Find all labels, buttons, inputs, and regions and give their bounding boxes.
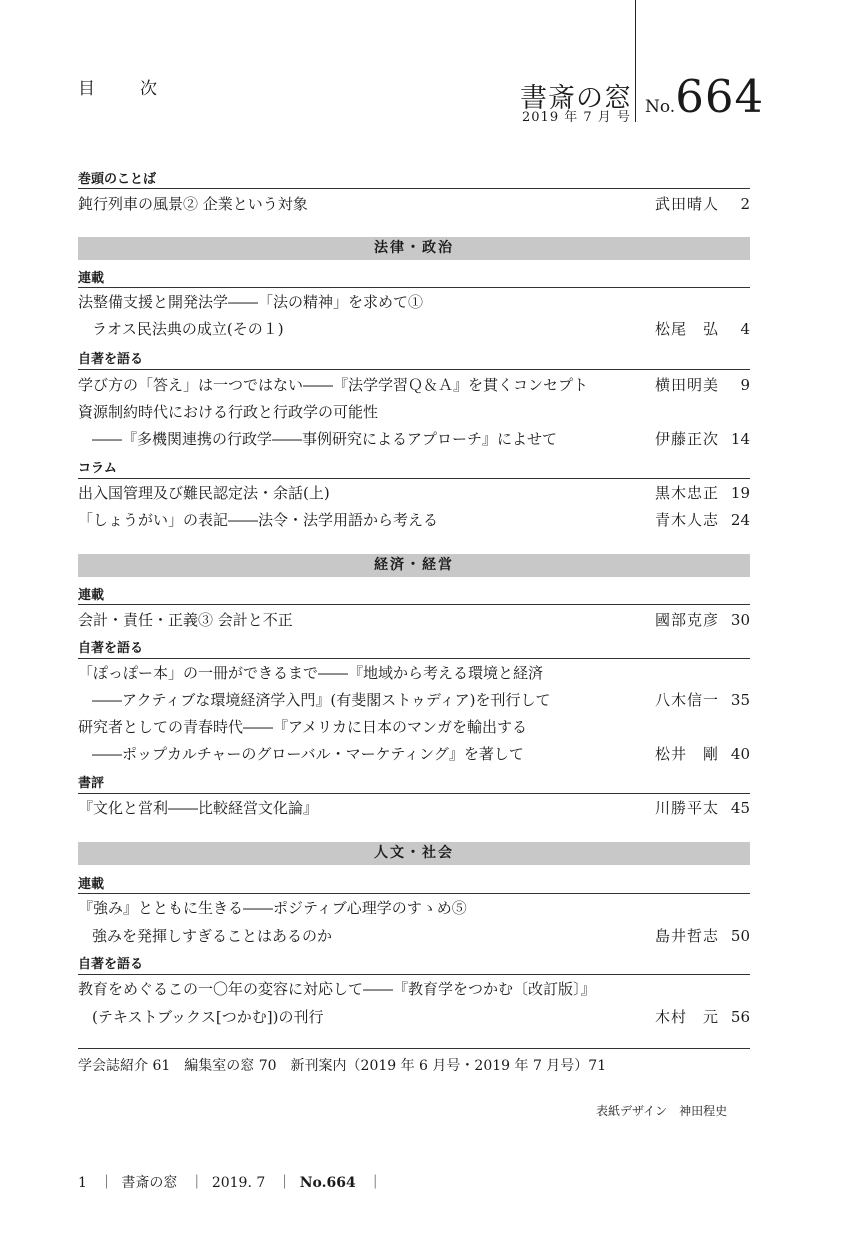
entry-title: 法整備支援と開発法学――「法の精神」を求めて① [78,293,424,311]
section-label-intro: 巻頭のことば [78,172,157,187]
misc-entry[interactable]: 新刊案内（2019 年 6 月号・2019 年 7 月号）71 [290,1058,607,1074]
divider [78,287,750,288]
entry-author: 島井哲志 [655,927,720,945]
subsection-label: 自著を語る [78,957,144,972]
subsection-label: 連載 [78,588,105,603]
entry-title: 『文化と営利――比較経営文化論』 [78,799,319,817]
entry-title: 鈍行列車の風景② 企業という対象 [78,195,308,213]
magazine-title: 書斎の窓 [520,83,632,114]
page-colophon: 1 ｜ 書斎の窓 ｜ 2019. 7 ｜ No.664 ｜ [78,1175,383,1191]
entry-page: 30 [730,611,750,629]
toc-heading: 目 次 [78,79,171,99]
entry-author: 伊藤正次 [655,430,720,448]
entry-author: 八木信一 [655,691,720,709]
entry-subtitle: ――アクティブな環境経済学入門』(有斐閣ストゥディア)を刊行して [92,691,551,709]
subsection-label: 自著を語る [78,641,144,656]
toc-entry[interactable] [78,797,750,819]
divider [78,893,750,894]
cover-design-credit [596,1102,739,1119]
subsection-label: 書評 [78,776,105,791]
entry-page: 19 [730,484,750,502]
entry-title: 『強み』とともに生きる――ポジティブ心理学のすゝめ⑤ [78,899,467,917]
credit-name: 神田程史 [679,1104,728,1118]
issue-prefix: No. [645,97,676,117]
toc-entry-sub[interactable] [78,1006,750,1028]
entry-title: 会計・責任・正義③ 会計と不正 [78,611,293,629]
issue-value: 664 [675,70,765,123]
entry-page: 40 [730,745,750,763]
entry-author: 國部克彦 [655,611,720,629]
issue-number [645,70,765,123]
entry-subtitle: (テキストブックス[つかむ])の刊行 [92,1008,324,1026]
entry-title: 学び方の「答え」は一つではない――『法学学習Ｑ＆Ａ』を貫くコンセプト [78,376,589,394]
subsection-label: コラム [78,461,117,476]
entry-page: 4 [740,320,750,338]
section-band-law: 法律・政治 [78,237,750,260]
toc-entry[interactable] [78,482,750,504]
colophon-magazine: 書斎の窓 [121,1175,178,1191]
misc-entry[interactable]: 編集室の窓 70 [184,1058,277,1074]
entry-subtitle: ――ポップカルチャーのグローバル・マーケティング』を著して [92,745,524,763]
toc-entry-sub[interactable] [78,743,750,765]
entry-author: 青木人志 [655,511,720,529]
entry-title: 教育をめぐるこの一〇年の変容に対応して――『教育学をつかむ〔改訂版〕』 [78,980,596,998]
toc-entry[interactable] [78,374,750,396]
entry-page: 56 [730,1008,750,1026]
toc-entry[interactable] [78,401,750,423]
divider [78,1048,750,1049]
divider [78,793,750,794]
issue-date: 2019 年 7 月 号 [522,110,631,125]
section-band-econ: 経済・経営 [78,554,750,577]
toc-entry[interactable] [78,291,750,313]
divider [78,478,750,479]
entry-title: 「ぽっぽー本」の一冊ができるまで――『地域から考える環境と経済 [78,664,544,682]
subsection-label: 自著を語る [78,352,144,367]
entry-page: 9 [740,376,750,394]
entry-page: 45 [730,799,750,817]
toc-entry-sub[interactable] [78,689,750,711]
header-divider [635,0,636,122]
divider [78,658,750,659]
entry-title: 研究者としての青春時代――『アメリカに日本のマンガを輸出する [78,718,527,736]
divider [78,604,750,605]
subsection-label: 連載 [78,877,105,892]
divider [78,974,750,975]
divider [78,188,750,189]
credit-label: 表紙デザイン [596,1104,668,1118]
toc-entry[interactable] [78,193,750,215]
entry-author: 川勝平太 [655,799,720,817]
entry-subtitle: 強みを発揮しすぎることはあるのか [92,927,333,945]
page-number: 1 [78,1175,87,1191]
entry-page: 35 [730,691,750,709]
toc-entry[interactable] [78,897,750,919]
entry-author: 木村 元 [655,1008,720,1026]
entry-page: 50 [730,927,750,945]
entry-subtitle: ――『多機関連携の行政学――事例研究によるアプローチ』によせて [92,430,558,448]
entry-author: 横田明美 [655,376,720,394]
toc-entry[interactable] [78,509,750,531]
entry-page: 24 [730,511,750,529]
entry-page: 2 [740,195,750,213]
misc-entries [78,1055,620,1075]
misc-entry[interactable]: 学会誌紹介 61 [78,1058,171,1074]
colophon-issue: No.664 [299,1175,356,1191]
entry-title: 「しょうがい」の表記――法令・法学用語から考える [78,511,439,529]
toc-entry[interactable] [78,609,750,631]
toc-entry-sub[interactable] [78,428,750,450]
toc-entry[interactable] [78,662,750,684]
entry-author: 松井 剛 [655,745,720,763]
entry-author: 松尾 弘 [655,320,720,338]
toc-entry-sub[interactable] [78,925,750,947]
entry-subtitle: ラオス民法典の成立(その１) [92,320,284,338]
divider [78,369,750,370]
colophon-date: 2019. 7 [211,1175,266,1191]
entry-author: 武田晴人 [655,195,720,213]
toc-entry-sub[interactable] [78,318,750,340]
entry-title: 出入国管理及び難民認定法・余話(上) [78,484,330,502]
entry-author: 黒木忠正 [655,484,720,502]
toc-entry[interactable] [78,978,750,1000]
entry-title: 資源制約時代における行政と行政学の可能性 [78,403,379,421]
section-band-humanities: 人文・社会 [78,842,750,865]
subsection-label: 連載 [78,271,105,286]
toc-entry[interactable] [78,716,750,738]
entry-page: 14 [730,430,750,448]
